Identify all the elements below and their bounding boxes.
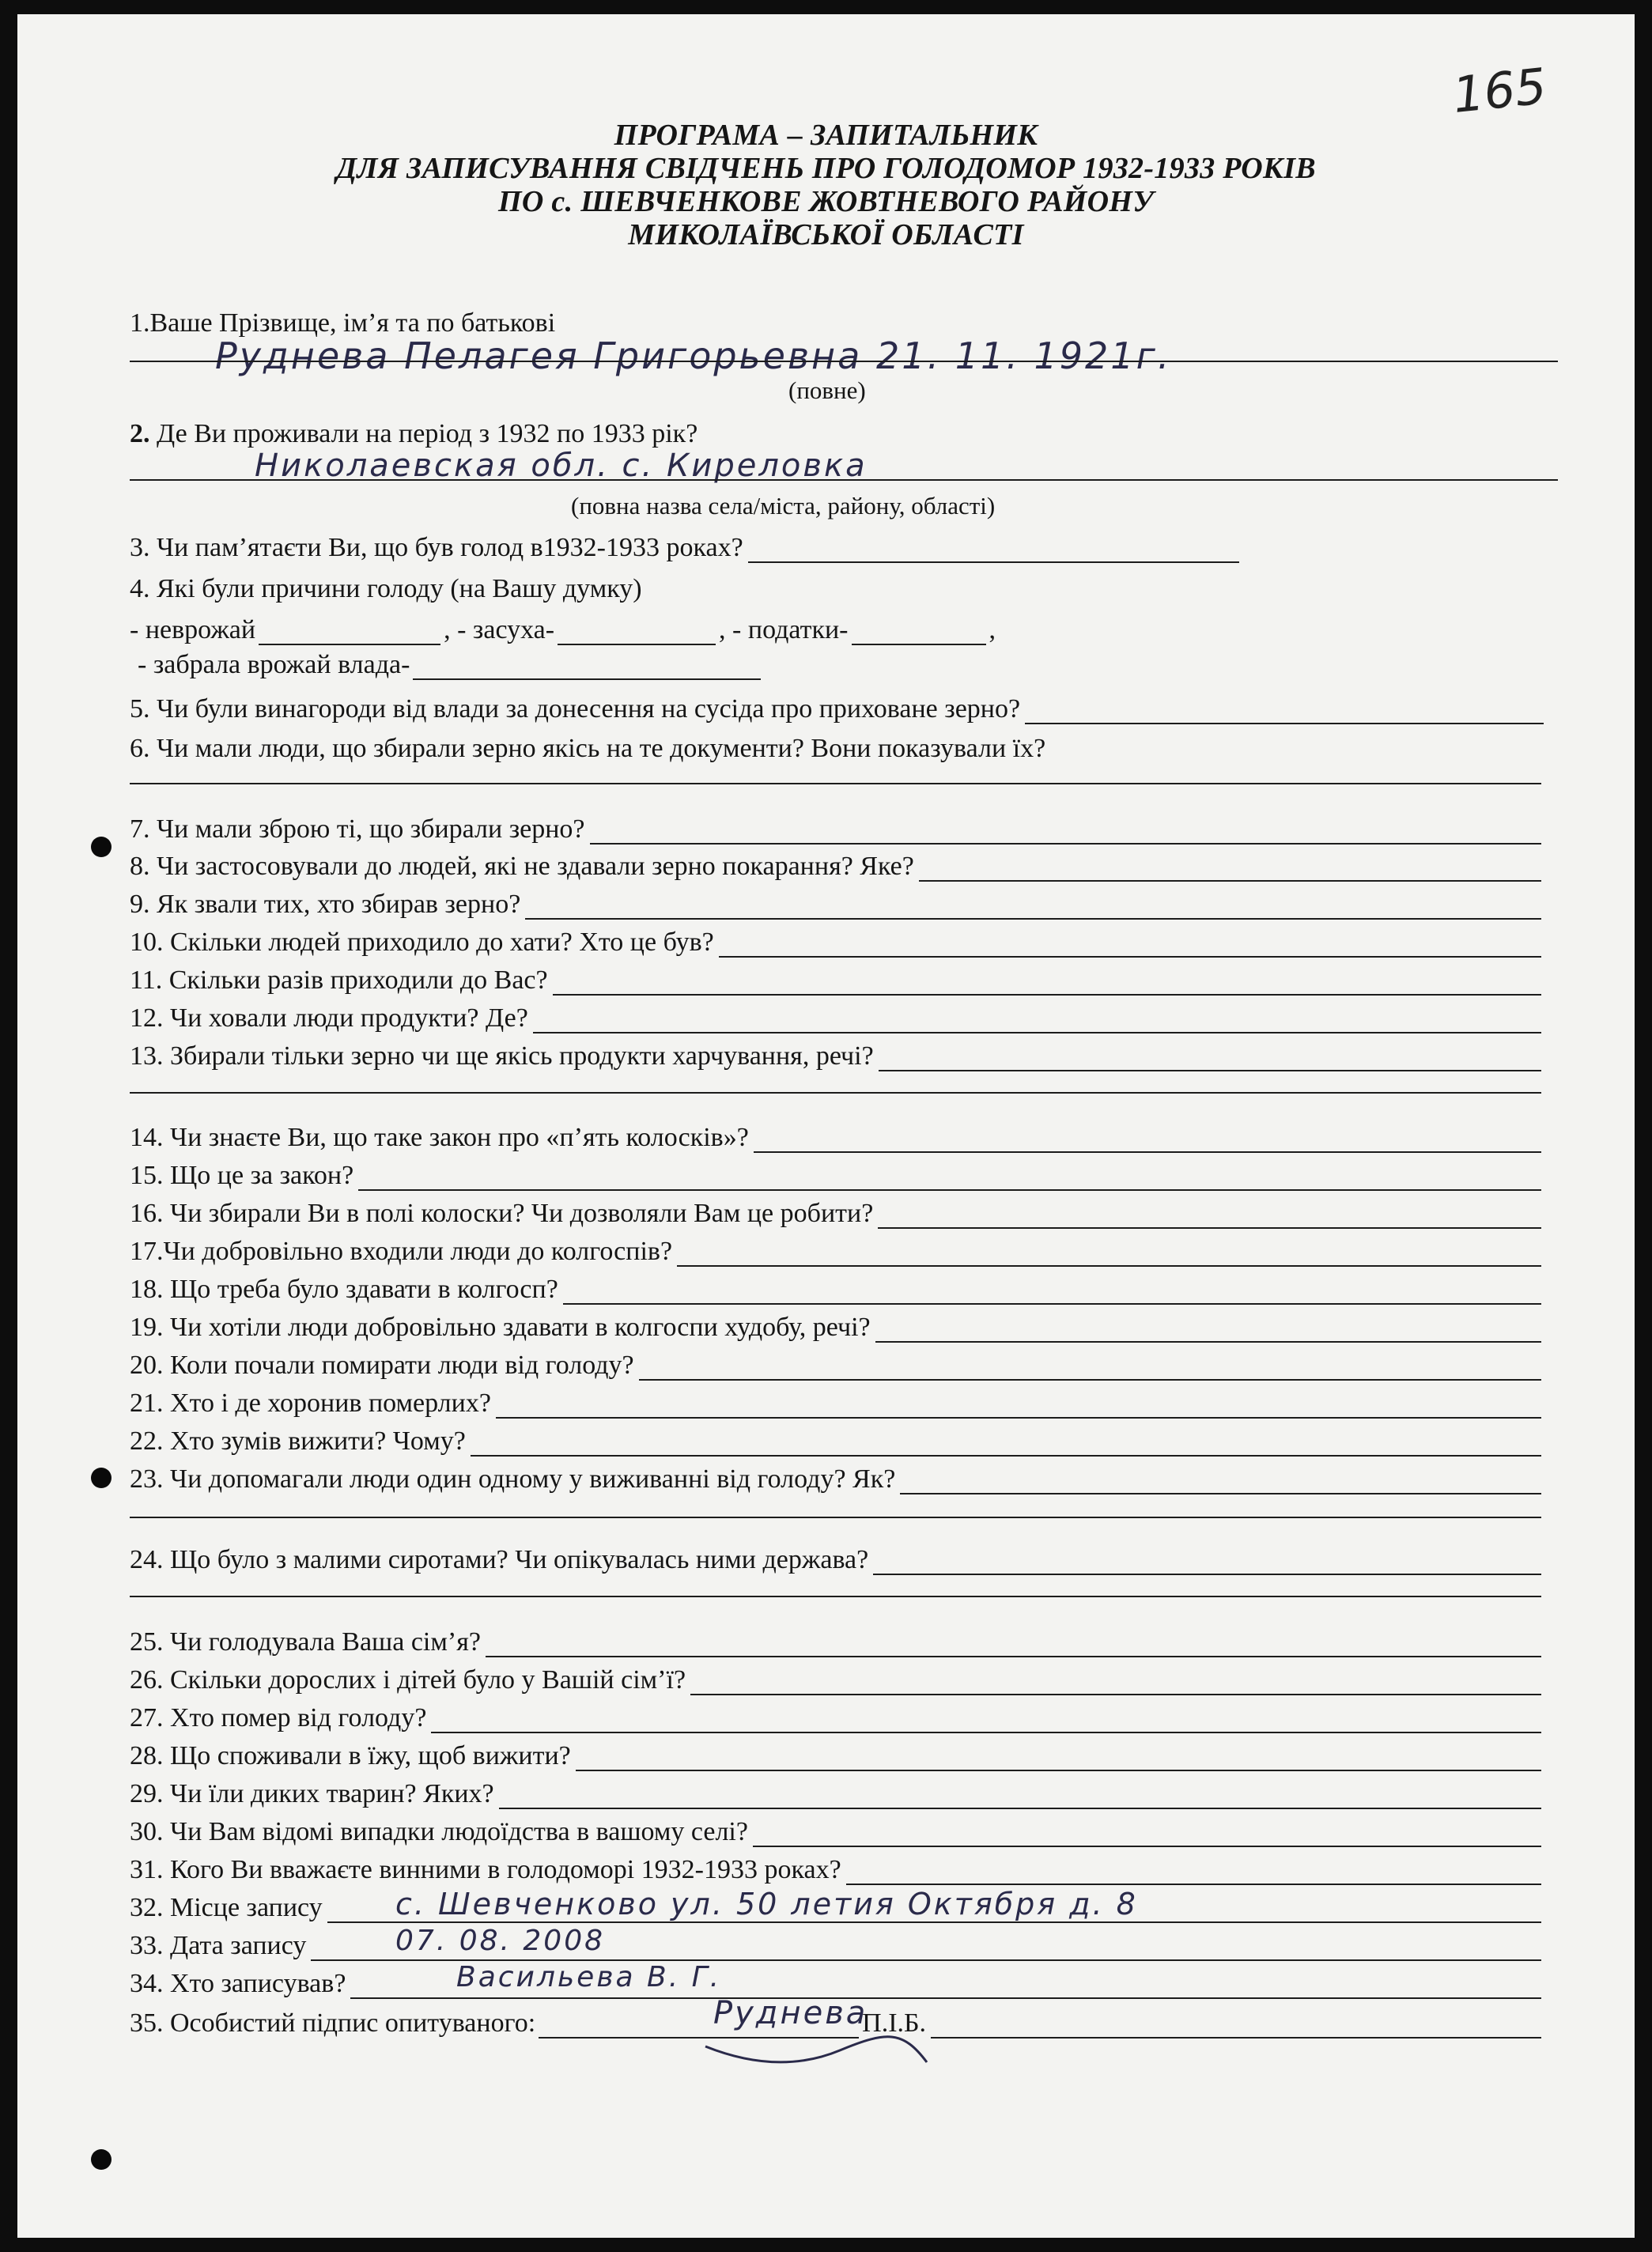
q3-row (130, 530, 1239, 563)
q2-label-row (130, 416, 1558, 449)
q29-row (130, 1776, 1541, 1809)
q8-row (130, 848, 1541, 882)
q27-label: 27. Хто помер від голоду? (130, 1703, 427, 1732)
q30-answer-line (753, 1822, 1541, 1847)
q7-label: 7. Чи мали зброю ті, що збирали зерно? (130, 814, 585, 844)
q26-label: 26. Скільки дорослих і дітей було у Вашій сім’ї? (130, 1665, 686, 1695)
pib-answer-line (931, 2013, 1541, 2039)
q12-row (130, 1000, 1541, 1033)
q9-label: 9. Як звали тих, хто збирав зерно? (130, 890, 521, 919)
q19-label: 19. Чи хотіли люди добровільно здавати в колгоспи худобу, речі? (130, 1313, 871, 1342)
q18-answer-line (563, 1279, 1541, 1305)
q6-label: 6. Чи мали люди, що збирали зерно якісь на те документи? Вони показували їх? (130, 734, 1046, 763)
q11-row (130, 962, 1541, 996)
q4-option-vlada-row (138, 647, 1558, 680)
q6-answer-line (130, 783, 1541, 784)
q31-row (130, 1852, 1541, 1885)
q34-answer: Васильева В. Г. (456, 1961, 722, 1993)
q30-row (130, 1814, 1541, 1847)
q33-label: 33. Дата запису (130, 1931, 307, 1960)
q1-caption: (повне) (788, 376, 866, 404)
q10-answer-line (719, 932, 1541, 958)
q4-option-comma: , (989, 615, 996, 644)
q13-answer-line (879, 1046, 1541, 1071)
binder-hole-top (91, 837, 112, 857)
q21-answer-line (496, 1393, 1541, 1419)
q17-answer-line (677, 1241, 1541, 1267)
q26-row (130, 1662, 1541, 1695)
q21-label: 21. Хто і де хоронив померлих? (130, 1389, 491, 1418)
q24-answer-line (873, 1550, 1541, 1575)
q4-option-2-line (558, 620, 716, 645)
q22-row (130, 1423, 1541, 1457)
header-line-4: МИКОЛАЇВСЬКОЇ ОБЛАСТІ (628, 218, 1024, 251)
q35-signature: Руднева (713, 1995, 868, 2031)
q25-row (130, 1624, 1541, 1657)
q16-label: 16. Чи збирали Ви в полі колоски? Чи дозволяли Вам це робити? (130, 1199, 874, 1228)
q23-answer-line-2 (130, 1517, 1541, 1518)
q26-answer-line (690, 1670, 1541, 1695)
q11-answer-line (553, 970, 1541, 996)
q7-answer-line (590, 819, 1541, 844)
q3-answer-line (748, 538, 1239, 563)
q1-label: 1.Ваше Прізвище, ім’я та по батькові (130, 308, 556, 338)
q28-answer-line (576, 1746, 1541, 1771)
page-number: 165 (1450, 57, 1549, 124)
q17-label: 17.Чи добровільно входили люди до колгоспів? (130, 1237, 673, 1266)
q28-row (130, 1738, 1541, 1771)
q20-answer-line (639, 1355, 1541, 1381)
q27-answer-line (431, 1708, 1541, 1733)
questionnaire-page (17, 14, 1635, 2238)
q4-option-5-line (413, 655, 761, 680)
q31-label: 31. Кого Ви вважаєте винними в голодоморі 1932-1933 роках? (130, 1855, 841, 1884)
q28-label: 28. Що споживали в їжу, щоб вижити? (130, 1741, 571, 1770)
q20-row (130, 1347, 1541, 1381)
q35-label: 35. Особистий підпис опитуваного: (130, 2008, 536, 2038)
q2-number: 2. (130, 419, 150, 448)
q24-row (130, 1542, 1541, 1575)
q24-answer-line-2 (130, 1596, 1541, 1597)
q33-answer: 07. 08. 2008 (395, 1925, 606, 1957)
q1-label-row (130, 305, 1558, 338)
q5-row (130, 691, 1544, 724)
q2-caption: (повна назва села/міста, району, області) (571, 492, 996, 520)
header-line-2: ДЛЯ ЗАПИСУВАННЯ СВІДЧЕНЬ ПРО ГОЛОДОМОР 1932-1933 РОКІВ (336, 152, 1316, 185)
q6-row (130, 731, 1558, 764)
q13-row (130, 1038, 1541, 1071)
header-line-3: ПО с. ШЕВЧЕНКОВЕ ЖОВТНЕВОГО РАЙОНУ (498, 185, 1154, 218)
q4-option-1-line (259, 620, 440, 645)
q12-label: 12. Чи ховали люди продукти? Де? (130, 1003, 528, 1033)
q8-answer-line (919, 856, 1541, 882)
q33-row (130, 1928, 1541, 1961)
q32-answer: с. Шевченково ул. 50 летия Октября д. 8 (395, 1887, 1138, 1921)
q12-answer-line (533, 1008, 1541, 1033)
q11-label: 11. Скільки разів приходили до Вас? (130, 965, 548, 995)
q15-answer-line (358, 1166, 1541, 1191)
q2-label: Де Ви проживали на період з 1932 по 1933 рік? (157, 419, 698, 448)
q17-row (130, 1234, 1541, 1267)
q5-answer-line (1025, 699, 1544, 724)
q8-label: 8. Чи застосовували до людей, які не здавали зерно покарання? Яке? (130, 852, 914, 881)
q22-label: 22. Хто зумів вижити? Чому? (130, 1426, 466, 1456)
document-header (17, 119, 1635, 251)
pib-label: П.І.Б. (862, 2008, 927, 2038)
q10-label: 10. Скільки людей приходило до хати? Хто це був? (130, 928, 714, 957)
q25-answer-line (486, 1632, 1541, 1657)
binder-hole-bottom (91, 2149, 112, 2170)
q2-answer: Николаевская обл. с. Киреловка (255, 448, 868, 484)
q21-row (130, 1385, 1541, 1419)
q19-answer-line (875, 1317, 1541, 1343)
q23-label: 23. Чи допомагали люди один одному у виживанні від голоду? Як? (130, 1464, 896, 1494)
q9-answer-line (525, 894, 1541, 920)
q7-row (130, 811, 1541, 844)
q25-label: 25. Чи голодувала Ваша сім’я? (130, 1627, 481, 1657)
signature-flourish (697, 2015, 935, 2078)
header-line-1: ПРОГРАМА – ЗАПИТАЛЬНИК (614, 119, 1038, 152)
q24-label: 24. Що було з малими сиротами? Чи опікувалась ними держава? (130, 1545, 869, 1574)
q4-option-zasukha: , - засуха- (444, 615, 555, 644)
q14-row (130, 1120, 1541, 1153)
q2-answer-line (130, 479, 1558, 481)
q15-row (130, 1158, 1541, 1191)
q4-label-row (130, 571, 1558, 604)
q4-option-vlada: - забрала врожай влада- (138, 650, 410, 679)
q13-label: 13. Збирали тільки зерно чи ще якісь продукти харчування, речі? (130, 1041, 874, 1071)
q1-answer-line (130, 361, 1558, 362)
q27-row (130, 1700, 1541, 1733)
q4-options-row (130, 612, 1558, 645)
q22-answer-line (471, 1431, 1541, 1457)
q18-row (130, 1271, 1541, 1305)
q19-row (130, 1309, 1541, 1343)
q13-answer-line-2 (130, 1092, 1541, 1094)
q16-answer-line (878, 1203, 1541, 1229)
q18-label: 18. Що треба було здавати в колгосп? (130, 1275, 558, 1304)
q23-row (130, 1461, 1541, 1494)
q4-label: 4. Які були причини голоду (на Вашу думку) (130, 574, 642, 603)
q31-answer-line (846, 1860, 1541, 1885)
q34-label: 34. Хто записував? (130, 1969, 346, 1998)
q14-label: 14. Чи знаєте Ви, що таке закон про «п’ять колосків»? (130, 1123, 749, 1152)
q15-label: 15. Що це за закон? (130, 1161, 354, 1190)
binder-hole-middle (91, 1468, 112, 1488)
q32-label: 32. Місце запису (130, 1893, 323, 1922)
q9-row (130, 886, 1541, 920)
q10-row (130, 924, 1541, 958)
q30-label: 30. Чи Вам відомі випадки людоїдства в вашому селі? (130, 1817, 748, 1846)
q34-row (130, 1966, 1541, 1999)
q29-answer-line (499, 1784, 1541, 1809)
q3-label: 3. Чи пам’ятаєти Ви, що був голод в1932-1933 роках? (130, 533, 743, 562)
q4-option-nevrozhai: - неврожай (130, 615, 256, 644)
q5-label: 5. Чи були винагороди від влади за донесення на сусіда про приховане зерно? (130, 694, 1021, 724)
q16-row (130, 1196, 1541, 1229)
q14-answer-line (754, 1128, 1541, 1153)
q4-option-podatky: , - податки- (719, 615, 849, 644)
q23-answer-line (900, 1469, 1541, 1494)
q4-option-3-line (852, 620, 986, 645)
q1-answer: Руднева Пелагея Григорьевна 21. 11. 1921г. (215, 334, 1172, 377)
q29-label: 29. Чи їли диких тварин? Яких? (130, 1779, 494, 1808)
q20-label: 20. Коли почали помирати люди від голоду? (130, 1351, 634, 1380)
